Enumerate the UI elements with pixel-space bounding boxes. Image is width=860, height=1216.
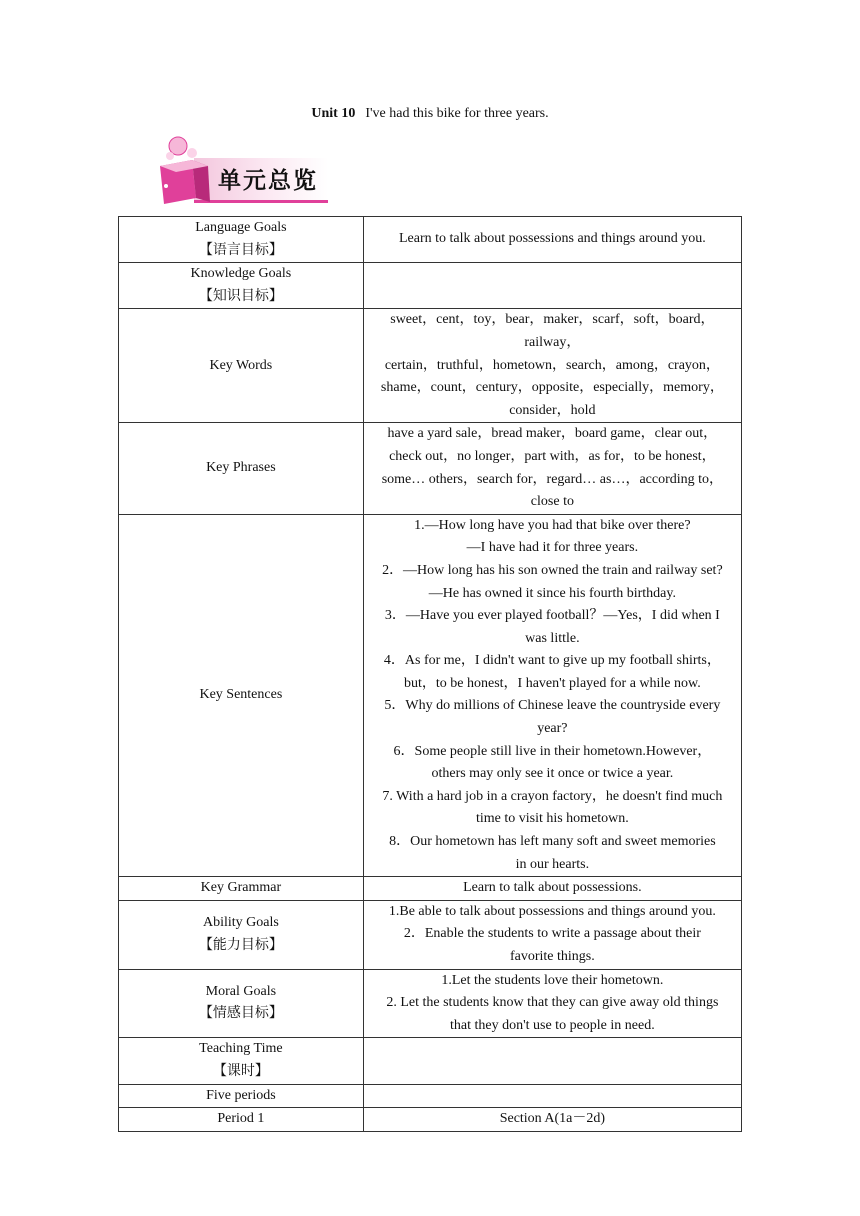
text-line: close to [530,494,574,510]
text-line: 3．—Have you ever played football？—Yes，I did when I [384,608,720,624]
text-line: —He has owned it since his fourth birthday. [428,585,676,601]
text-line: 5．Why do millions of Chinese leave the countryside every [384,698,721,714]
row-label: Key Sentences [119,514,364,877]
unit-number: Unit 10 [311,106,356,121]
table-row [119,969,742,1038]
text-line: in our hearts. [515,856,590,872]
text-line: was little. [525,630,580,646]
row-label: Key Phrases [119,423,364,514]
table-row [119,1038,742,1084]
key-phrases-cell [363,423,741,514]
table-row [119,900,742,969]
text-line: some… others，search for，regard… as…，according to， [381,471,724,487]
label-text: Knowledge Goals [190,266,292,282]
row-label: Five periods [119,1084,364,1108]
row-label [119,900,364,969]
ability-goals-cell [363,900,741,969]
moral-goals-cell [363,969,741,1038]
table-row [119,1084,742,1108]
text-line: but，to be honest，I haven't played for a while now. [404,675,701,691]
text-line: —I have had it for three years. [466,540,639,556]
text-line: 1.Be able to talk about possessions and things around you. [388,903,716,919]
text-line: 2. Let the students know that they can give away old things [386,995,719,1011]
row-value: Learn to talk about possessions. [363,877,741,901]
row-value: Section A(1a－2d) [363,1108,741,1132]
text-line: favorite things. [509,949,595,964]
text-line: 4．As for me，I didn't want to give up my football shirts， [383,653,721,669]
text-line: 8．Our hometown has left many soft and sweet memories [389,834,716,850]
unit-overview-table [118,216,742,1132]
row-label [119,263,364,309]
table-row [119,263,742,309]
label-cn: 【情感目标】 [198,1006,283,1022]
row-value [363,263,741,309]
label-cn: 【能力目标】 [198,937,283,953]
text-line: have a yard sale，bread maker，board game，clear out， [387,426,718,442]
row-label: Key Grammar [119,877,364,901]
label-text: Moral Goals [205,983,277,999]
row-label: Period 1 [119,1108,364,1132]
text-line: sweet，cent，toy，bear，maker，scarf，soft，board，railway， [390,312,715,350]
table-row [119,1108,742,1132]
text-line: check out，no longer，part with，as for，to be honest， [389,448,716,464]
table-row [119,423,742,514]
row-label [119,1038,364,1084]
row-value [363,1038,741,1084]
text-line: 2．—How long has his son owned the train and railway set? [382,562,723,578]
label-cn: 【知识目标】 [198,288,283,304]
table-row [119,514,742,877]
text-line: 7. With a hard job in a crayon factory，he doesn't find much [382,788,723,804]
text-line: 2．Enable the students to write a passage about their [403,926,701,942]
text-line: certain，truthful，hometown，search，among，crayon， [384,357,720,373]
row-value [363,1084,741,1108]
label-cn: 【课时】 [212,1063,269,1079]
page-title [0,106,860,122]
label-cn: 【语言目标】 [198,242,283,258]
row-label: Key Words [119,309,364,423]
table-row [119,309,742,423]
text-line: shame，count，century，opposite，especially，memory， [380,380,724,396]
label-text: Teaching Time [199,1041,283,1057]
text-line: time to visit his hometown. [475,811,629,827]
key-words-cell [363,309,741,423]
text-line: 1.Let the students love their hometown. [441,972,664,988]
row-label [119,217,364,263]
label-text: Ability Goals [202,915,279,931]
row-label [119,969,364,1038]
label-text: Language Goals [195,220,287,235]
row-value: Learn to talk about possessions and things around you. [363,217,741,263]
text-line: year? [537,721,568,737]
key-sentences-cell [363,514,741,877]
text-line: that they don't use to people in need. [450,1017,655,1033]
banner-title: 单元总览 [218,168,318,194]
text-line: consider，hold [509,402,596,418]
table-row [119,217,742,263]
text-line: others may only see it once or twice a year. [431,766,674,782]
unit-overview-banner [156,136,331,210]
text-line: 1.—How long have you had that bike over there? [414,517,691,533]
unit-title: I've had this bike for three years. [365,106,549,121]
text-line: 6．Some people still live in their hometown.However， [393,743,712,759]
table-row [119,877,742,901]
